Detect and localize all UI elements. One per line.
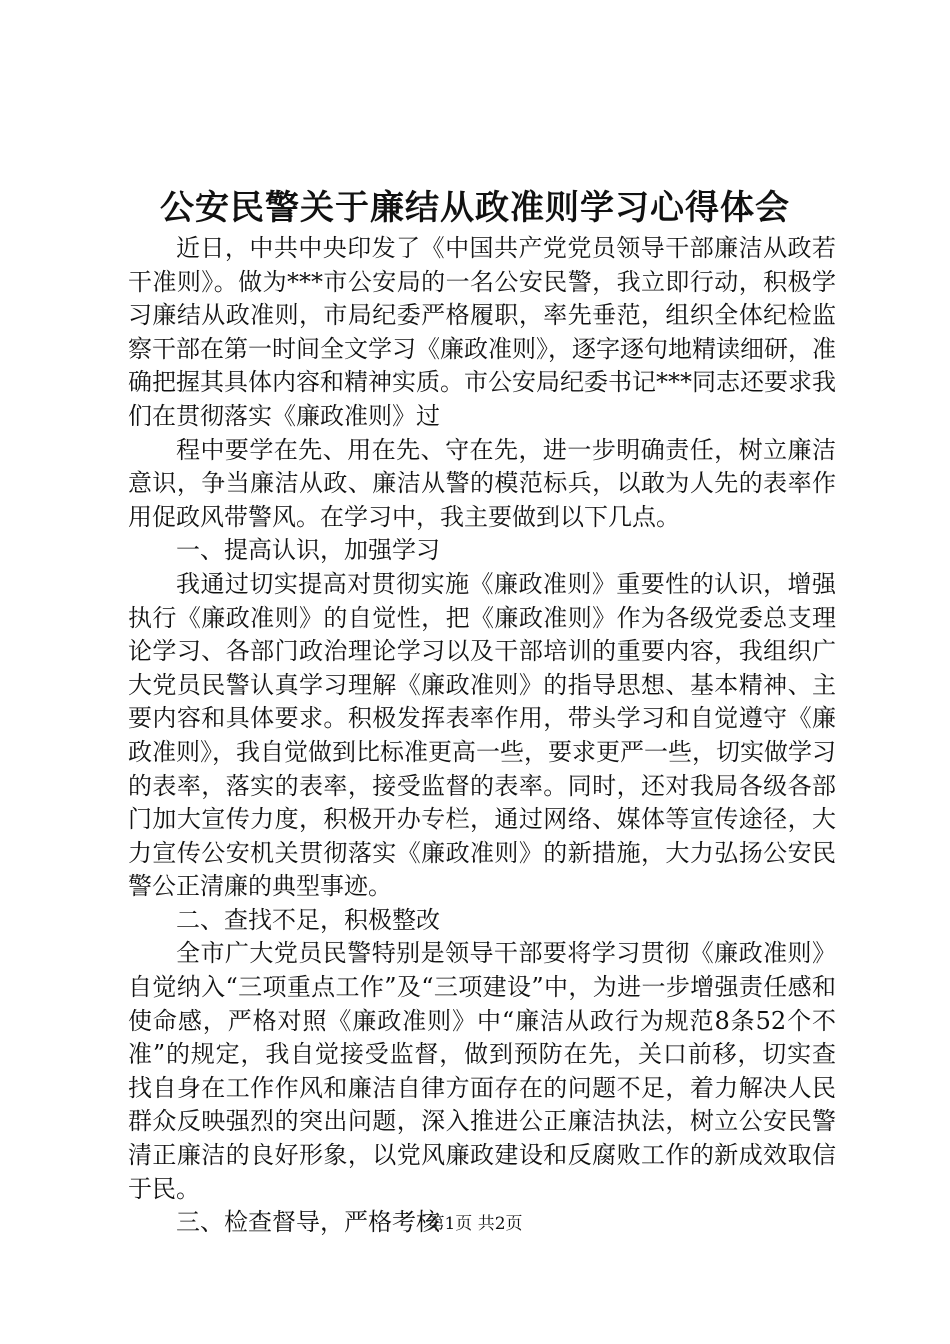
paragraph-intro-continued: 程中要学在先、用在先、守在先，进一步明确责任，树立廉洁意识，争当廉洁从政、廉洁从警的模范标兵，以敢为人先的表率作用促政风带警风。在学习中，我主要做到以下几点。 — [128, 435, 836, 531]
paragraph-section-1: 我通过切实提高对贯彻实施《廉政准则》重要性的认识，增强执行《廉政准则》的自觉性，把《廉政准则》作为各级党委总支理论学习、各部门政治理论学习以及干部培训的重要内容，我组织广大党员民警认真学习理解《廉政准则》的指导思想、基本精神、主要内容和具体要求。积极发挥表率作用，带头学习和自觉遵守《廉政准则》，我自觉做到比标准更高一些，要求更严一些，切实做学习的表率，落实的表率，接受监督的表率。同时，还对我局各级各部门加大宣传力度，积极开办专栏，通过网络、媒体等宣传途径，大力宣传公安机关贯彻落实《廉政准则》的新措施，大力弘扬公安民警公正清廉的典型事迹。 — [128, 569, 836, 901]
section-heading-3: 三、检查督导，严格考核 — [176, 1208, 440, 1237]
section-heading-1: 一、提高认识，加强学习 — [176, 536, 440, 565]
paragraph-section-2: 全市广大党员民警特别是领导干部要将学习贯彻《廉政准则》自觉纳入“三项重点工作”及“三项建设”中，为进一步增强责任感和使命感，严格对照《廉政准则》中“廉洁从政行为规范8条52个不准”的规定，我自觉接受监督，做到预防在先，关口前移，切实查找自身在工作作风和廉洁自律方面存在的问题不足，着力解决人民群众反映强烈的突出问题，深入推进公正廉洁执法，树立公安民警清正廉洁的良好形象，以党风廉政建设和反腐败工作的新成效取信于民。 — [128, 939, 836, 1203]
section-heading-2: 二、查找不足，积极整改 — [176, 905, 440, 934]
page-number-footer: 第1页 共2页 — [427, 1214, 523, 1234]
document-body — [128, 232, 836, 1240]
document-title: 公安民警关于廉结从政准则学习心得体会 — [160, 188, 790, 228]
paragraph-intro: 近日，中共中央印发了《中国共产党党员领导干部廉洁从政若干准则》。做为***市公安局的一名公安民警，我立即行动，积极学习廉结从政准则，市局纪委严格履职，率先垂范，组织全体纪检监察干部在第一时间全文学习《廉政准则》，逐字逐句地精读细研，准确把握其具体内容和精神实质。市公安局纪委书记***同志还要求我们在贯彻落实《廉政准则》过 — [128, 234, 836, 430]
